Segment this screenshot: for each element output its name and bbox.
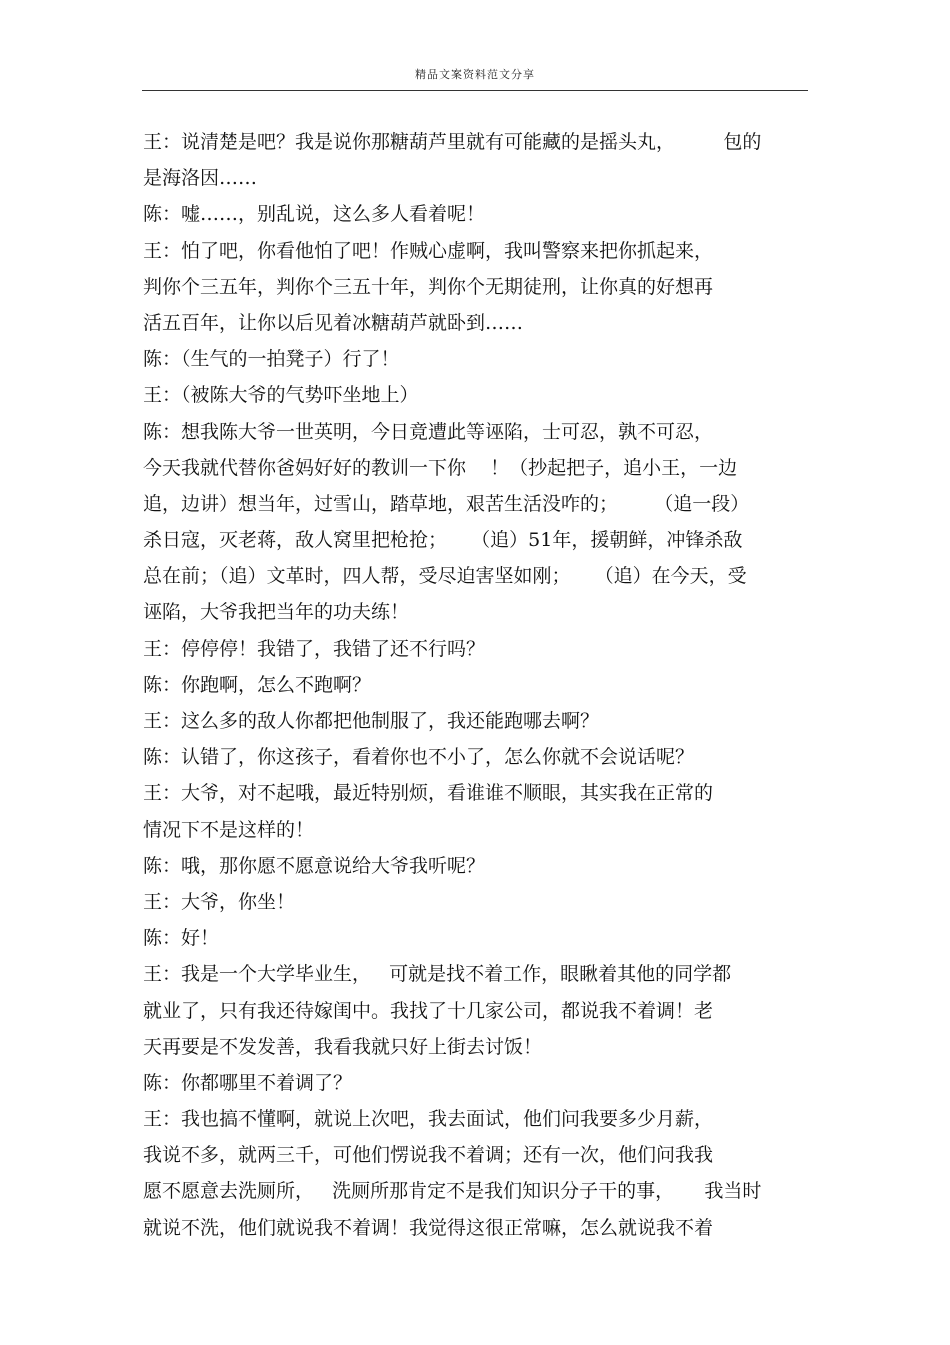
page-header: 精品文案资料范文分享 bbox=[415, 68, 535, 81]
header-divider bbox=[142, 90, 808, 91]
text-line: 王：这么多的敌人你都把他制服了，我还能跑哪去啊？ bbox=[143, 710, 600, 732]
text-line: 诬陷，大爷我把当年的功夫练！ bbox=[143, 601, 410, 624]
text-line: 判你个三五年，判你个三五十年，判你个无期徒刑，让你真的好想再 bbox=[143, 275, 714, 298]
text-line: 杀日寇，灭老蒋，敌人窝里把枪抢； （追）51年，援朝鲜，冲锋杀敌 bbox=[143, 529, 743, 552]
text-line: 是海洛因…… bbox=[143, 167, 258, 190]
document-body bbox=[143, 124, 809, 1246]
text-line: 情况下不是这样的！ bbox=[143, 818, 315, 841]
text-line: 王：我也搞不懂啊，就说上次吧，我去面试，他们问我要多少月薪， bbox=[143, 1108, 714, 1131]
text-line: 追，边讲）想当年，过雪山，踏草地，艰苦生活没咋的； （追一段） bbox=[143, 492, 750, 515]
text-line: 王：怕了吧，你看他怕了吧！作贼心虚啊，我叫警察来把你抓起来， bbox=[143, 239, 714, 262]
text-line: 陈：你跑啊，怎么不跑啊？ bbox=[143, 673, 372, 696]
text-line: 陈：嘘……，别乱说，这么多人看着呢！ bbox=[143, 203, 486, 226]
text-line: 我说不多，就两三千，可他们愣说我不着调；还有一次，他们问我我 bbox=[143, 1144, 714, 1167]
text-line: 陈：（生气的一拍凳子）行了！ bbox=[143, 348, 400, 371]
text-line: 陈：想我陈大爷一世英明，今日竟遭此等诬陷，士可忍，孰不可忍， bbox=[143, 420, 714, 443]
text-line: 陈：认错了，你这孩子，看着你也不小了，怎么你就不会说话呢？ bbox=[143, 746, 695, 769]
text-line: 总在前；（追）文革时，四人帮，受尽迫害坚如刚； （追）在今天，受 bbox=[143, 565, 747, 588]
text-line: 王：大爷，对不起哦，最近特别烦，看谁谁不顺眼，其实我在正常的 bbox=[143, 782, 714, 805]
text-line: 陈：你都哪里不着调了？ bbox=[143, 1071, 353, 1094]
text-line: 就说不洗，他们就说我不着调！我觉得这很正常嘛，怎么就说我不着 bbox=[143, 1216, 714, 1239]
text-line: 活五百年，让你以后见着冰糖葫芦就卧到…… bbox=[143, 311, 524, 334]
text-line: 陈：哦，那你愿不愿意说给大爷我听呢？ bbox=[143, 854, 486, 877]
text-line: 天再要是不发发善，我看我就只好上街去讨饭！ bbox=[143, 1035, 543, 1058]
text-line: 王：停停停！我错了，我错了还不行吗？ bbox=[143, 637, 486, 660]
text-line: 王：说清楚是吧？我是说你那糖葫芦里就有可能藏的是摇头丸， 包的 bbox=[143, 131, 762, 153]
text-line: 王：（被陈大爷的气势吓坐地上） bbox=[143, 384, 419, 407]
text-line: 王：我是一个大学毕业生， 可就是找不着工作，眼瞅着其他的同学都 bbox=[143, 963, 732, 986]
text-line: 今天我就代替你爸妈好好的教训一下你 ！（抄起把子，追小王，一边 bbox=[143, 456, 738, 479]
text-line: 陈：好！ bbox=[143, 927, 220, 950]
text-line: 愿不愿意去洗厕所， 洗厕所那肯定不是我们知识分子干的事， 我当时 bbox=[143, 1180, 762, 1203]
text-line: 就业了，只有我还待嫁闺中。我找了十几家公司，都说我不着调！老 bbox=[143, 999, 714, 1022]
text-line: 王：大爷，你坐！ bbox=[143, 890, 296, 913]
